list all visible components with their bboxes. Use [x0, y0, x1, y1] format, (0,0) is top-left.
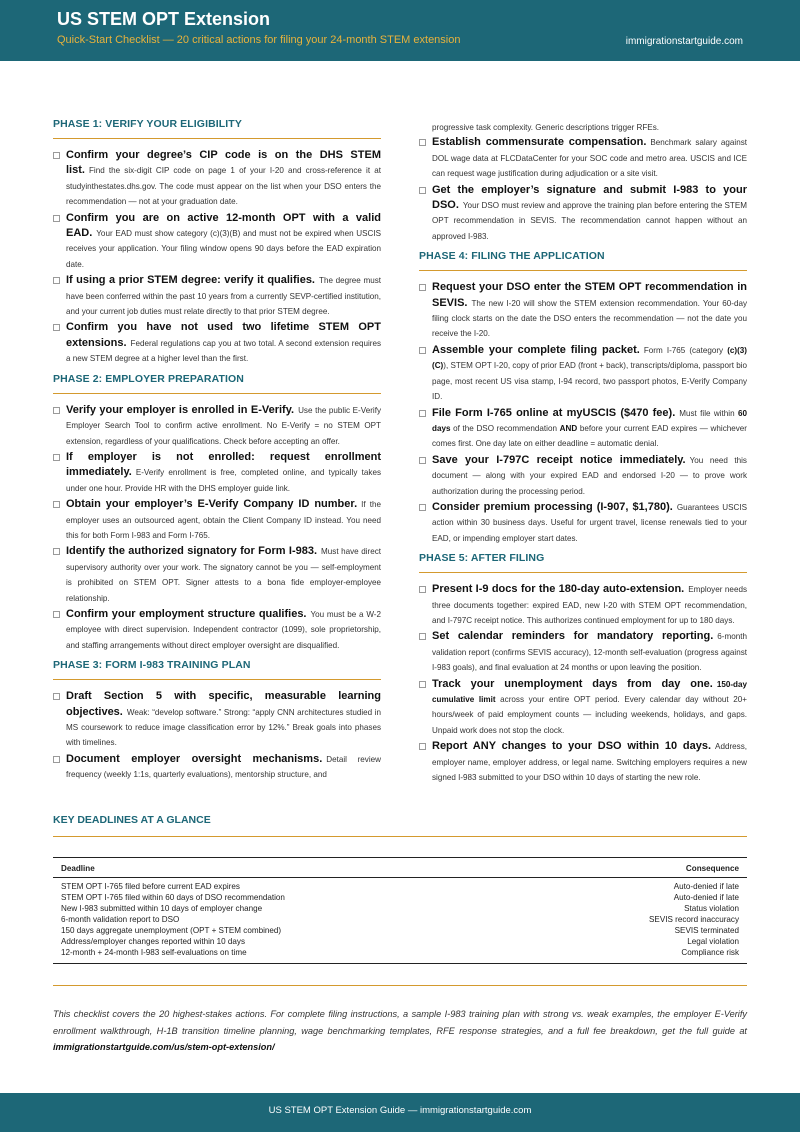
deadlines-heading: KEY DEADLINES AT A GLANCE: [53, 814, 747, 837]
checkbox[interactable]: [419, 504, 426, 511]
checkbox[interactable]: [419, 139, 426, 146]
table-header: [53, 858, 747, 878]
column-header-deadline: Deadline: [61, 864, 95, 873]
checkbox[interactable]: [419, 586, 426, 593]
checklist-item: Establish commensurate compensation. Benchmark salary against DOL wage data at FLCDataCenter for your SOC code and metro area. USCIS and ICE can request wage justification during adjudication or a site visit.: [419, 135, 747, 181]
checklist-item: Confirm your employment structure qualifies. You must be a W-2 employee with direct supervision. Independent contractor (1099), sole proprietorship, and staffing arrangements without direct employer oversight are disqualified.: [53, 607, 381, 653]
section-divider: [53, 985, 747, 986]
checklist-item: Confirm you have not used two lifetime STEM OPT extensions. Federal regulations cap you at two total. A second extension requires a new STEM degree at a higher level than the first.: [53, 320, 381, 366]
deadlines-table: [53, 857, 747, 964]
checkbox[interactable]: [419, 633, 426, 640]
phase-4-heading: PHASE 4: FILING THE APPLICATION: [419, 250, 747, 271]
guide-link[interactable]: immigrationstartguide.com/us/stem-opt-extension/: [53, 1042, 275, 1052]
page-footer: [0, 1093, 800, 1132]
checkbox[interactable]: [53, 501, 60, 508]
checklist-item: Identify the authorized signatory for Form I-983. Must have direct supervisory authority over your work. The signatory cannot be you — self-employment is prohibited on STEM OPT. Signer attests to a bona fide employer-employee relationship.: [53, 544, 381, 606]
table-row: New I-983 submitted within 10 days of employer change Status violation: [61, 904, 739, 913]
table-body: [53, 878, 747, 963]
right-column: [419, 120, 747, 786]
checkbox[interactable]: [53, 277, 60, 284]
checkbox[interactable]: [53, 756, 60, 763]
checklist-item: Report ANY changes to your DSO within 10 days. Address, employer name, employer address, or legal name. Switching employers requires a new signed I-983 submitted to your DSO within 10 days of starting the new role.: [419, 739, 747, 785]
page-header: [0, 0, 800, 61]
checkbox[interactable]: [53, 324, 60, 331]
checklist-item: Confirm your degree’s CIP code is on the DHS STEM list. Find the six-digit CIP code on page 1 of your I-20 and cross-reference it at studyinthestates.dhs.gov. The code must appear on the list when your DSO enters the recommendation — not at your graduation date.: [53, 148, 381, 210]
checklist-item: Request your DSO enter the STEM OPT recommendation in SEVIS. The new I-20 will show the STEM extension recommendation. Your 60-day filing clock starts on the date the DSO enters the recommendation — not the date you receive the I-20.: [419, 280, 747, 342]
closing-note: This checklist covers the 20 highest-stakes actions. For complete filing instructions, a sample I-983 training plan with strong vs. weak examples, the employer E-Verify enrollment walkthrough, H-1B transition timeline planning, wage benchmarking templates, RFE response strategies, and a full fee breakdown, get the full guide at immigrationstartguide.com/us/stem-opt-extension/: [53, 1009, 747, 1052]
phase-1-heading: PHASE 1: VERIFY YOUR ELIGIBILITY: [53, 118, 381, 139]
phase-3-heading: PHASE 3: FORM I-983 TRAINING PLAN: [53, 659, 381, 680]
checkbox[interactable]: [53, 611, 60, 618]
checkbox[interactable]: [419, 187, 426, 194]
checkbox[interactable]: [419, 681, 426, 688]
checklist-item: Draft Section 5 with specific, measurable learning objectives. Weak: “develop software.” Strong: “apply CNN architectures studied in MS coursework to reduce image classification error by 12%.” Break goals into phases with timelines.: [53, 689, 381, 751]
checkbox[interactable]: [53, 407, 60, 414]
checklist-item: Consider premium processing (I-907, $1,780). Guarantees USCIS action within 30 business days. Useful for urgent travel, license renewals tied to your EAD, or impending employer start dates.: [419, 500, 747, 546]
checklist-item: Track your unemployment days from day one. 150-day cumulative limit across your entire OPT period. Every calendar day without 20+ hours/week of paid employment counts — including weekends, holidays, and gaps. Unpaid work does not stop the clock.: [419, 677, 747, 739]
checkbox[interactable]: [419, 457, 426, 464]
table-row: 6-month validation report to DSO SEVIS record inaccuracy: [61, 915, 739, 924]
checkbox[interactable]: [53, 152, 60, 159]
checklist-item: If employer is not enrolled: request enrollment immediately. E-Verify enrollment is free, completed online, and typically takes under one hour. Provide HR with the DHS employer guide link.: [53, 450, 381, 496]
phase-5-heading: PHASE 5: AFTER FILING: [419, 552, 747, 573]
table-row: 150 days aggregate unemployment (OPT + STEM combined) SEVIS terminated: [61, 926, 739, 935]
page-subtitle: Quick-Start Checklist — 20 critical actions for filing your 24-month STEM extension: [57, 34, 461, 46]
table-row: 12-month + 24-month I-983 self-evaluations on time Compliance risk: [61, 948, 739, 957]
footer-text: US STEM OPT Extension Guide — immigrationstartguide.com: [268, 1105, 532, 1116]
checkbox[interactable]: [419, 743, 426, 750]
checkbox[interactable]: [419, 347, 426, 354]
checklist-item: Confirm you are on active 12-month OPT with a valid EAD. Your EAD must show category (c)(3)(B) and must not be expired when USCIS receives your application. Your filing window opens 90 days before the EAD expiration date.: [53, 211, 381, 273]
checklist-item: Assemble your complete filing packet. Form I-765 (category (c)(3)(C)), STEM OPT I-20, copy of prior EAD (front + back), transcripts/diploma, passport bio page, most recent US visa stamp, I-94 record, two passport photos, E-Verify Company ID.: [419, 343, 747, 405]
checklist-item: File Form I-765 online at myUSCIS ($470 fee). Must file within 60 days of the DSO recommendation AND before your current EAD expires — whichever comes first. One day late on either deadline = automatic denial.: [419, 406, 747, 452]
item-continuation: progressive task complexity. Generic descriptions trigger RFEs.: [432, 123, 660, 132]
checklist-item: Obtain your employer’s E-Verify Company ID number. If the employer uses an outsourced agent, obtain the Client Company ID instead. You need this for both Form I-983 and Form I-765.: [53, 497, 381, 543]
checklist-item: Present I-9 docs for the 180-day auto-extension. Employer needs three documents together: expired EAD, new I-20 with STEM OPT recommendation, and I-797C receipt notice. This authorizes continued employment for up to 180 days.: [419, 582, 747, 628]
checklist-item: Set calendar reminders for mandatory reporting. 6-month validation report (confirms SEVIS accuracy), 12-month self-evaluation (progress against I-983 goals), and final evaluation at 24 months or upon leaving the position.: [419, 629, 747, 675]
left-column: [53, 118, 381, 784]
checklist-item: Save your I-797C receipt notice immediately. You need this document — along with your expired EAD and endorsed I-20 — to prove work authorization during the processing period.: [419, 453, 747, 499]
checklist-item: Verify your employer is enrolled in E-Verify. Use the public E-Verify Employer Search Tool to confirm active enrollment. No E-Verify = no STEM OPT extension, regardless of your qualifications. Check before accepting an offer.: [53, 403, 381, 449]
page-title: US STEM OPT Extension: [57, 9, 271, 29]
checkbox[interactable]: [419, 284, 426, 291]
column-header-consequence: Consequence: [685, 864, 739, 873]
checkbox[interactable]: [53, 693, 60, 700]
checkbox[interactable]: [53, 215, 60, 222]
header-site-link[interactable]: immigrationstartguide.com: [625, 36, 743, 47]
checklist-item: Get the employer’s signature and submit I-983 to your DSO. Your DSO must review and approve the training plan before entering the STEM OPT recommendation in SEVIS. The recommendation cannot happen without an approved I-983.: [419, 183, 747, 245]
checklist-item: If using a prior STEM degree: verify it qualifies. The degree must have been conferred within the past 10 years from a currently SEVP-certified institution, and your current job duties must relate directly to that prior STEM degree.: [53, 273, 381, 319]
table-row: STEM OPT I-765 filed within 60 days of DSO recommendation Auto-denied if late: [61, 893, 739, 902]
checkbox[interactable]: [53, 548, 60, 555]
phase-2-heading: PHASE 2: EMPLOYER PREPARATION: [53, 373, 381, 394]
table-row: Address/employer changes reported within 10 days Legal violation: [61, 937, 739, 946]
checkbox[interactable]: [53, 454, 60, 461]
table-row: STEM OPT I-765 filed before current EAD expires Auto-denied if late: [61, 882, 739, 891]
checkbox[interactable]: [419, 410, 426, 417]
checklist-item: Document employer oversight mechanisms. Detail review frequency (weekly 1:1s, quarterly evaluations), mentorship structure, and: [53, 752, 381, 783]
